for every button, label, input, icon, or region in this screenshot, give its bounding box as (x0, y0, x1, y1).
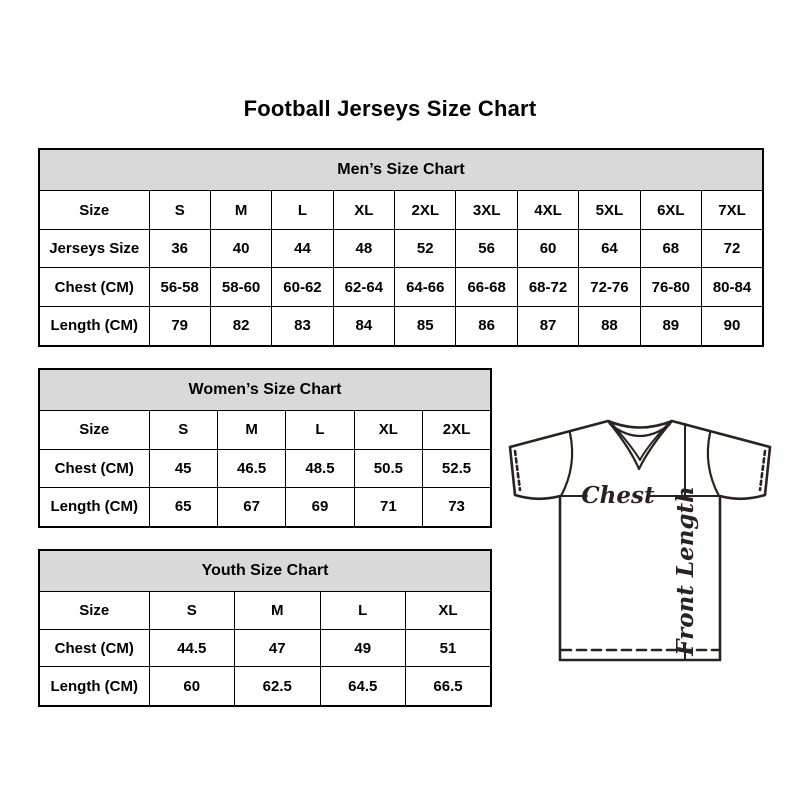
left-cuff-dashed-line (515, 451, 520, 490)
row-label: Size (39, 591, 149, 629)
value-cell: S (149, 411, 217, 449)
value-cell: 66-68 (456, 268, 517, 307)
page-title: Football Jerseys Size Chart (243, 96, 537, 121)
value-cell: M (210, 191, 271, 230)
value-cell: 65 (149, 487, 217, 527)
value-cell: 6XL (640, 191, 701, 230)
value-cell: 56 (456, 229, 517, 268)
value-cell: 87 (517, 306, 578, 346)
jersey-outline-icon (510, 421, 770, 660)
value-cell: 52.5 (423, 449, 491, 487)
value-cell: 40 (210, 229, 271, 268)
jersey-measurement-diagram (503, 396, 787, 688)
row-label: Length (CM) (39, 306, 149, 346)
value-cell: 52 (395, 229, 456, 268)
value-cell: 88 (579, 306, 640, 346)
value-cell: S (149, 191, 210, 230)
mens-table-title: Men’s Size Chart (39, 149, 763, 191)
row-label: Jerseys Size (39, 229, 149, 268)
value-cell: 64-66 (395, 268, 456, 307)
value-cell: 46.5 (217, 449, 285, 487)
value-cell: 68 (640, 229, 701, 268)
value-cell: 45 (149, 449, 217, 487)
value-cell: 48.5 (286, 449, 354, 487)
value-cell: 89 (640, 306, 701, 346)
value-cell: XL (406, 591, 492, 629)
value-cell: 79 (149, 306, 210, 346)
jersey-left-armhole-seam (561, 433, 572, 496)
womens-size-table (38, 368, 492, 528)
jersey-right-armhole-seam (708, 433, 719, 496)
youth-table-title: Youth Size Chart (39, 550, 491, 591)
value-cell: 50.5 (354, 449, 422, 487)
value-cell: 4XL (517, 191, 578, 230)
value-cell: 86 (456, 306, 517, 346)
value-cell: 2XL (423, 411, 491, 449)
value-cell: 49 (320, 629, 406, 667)
value-cell: 85 (395, 306, 456, 346)
value-cell: S (149, 591, 235, 629)
value-cell: XL (354, 411, 422, 449)
row-label: Chest (CM) (39, 268, 149, 307)
value-cell: 72-76 (579, 268, 640, 307)
value-cell: 60-62 (272, 268, 333, 307)
row-label: Size (39, 411, 149, 449)
value-cell: 68-72 (517, 268, 578, 307)
row-label: Length (CM) (39, 667, 149, 706)
value-cell: 51 (406, 629, 492, 667)
row-label: Chest (CM) (39, 449, 149, 487)
value-cell: 62.5 (235, 667, 321, 706)
value-cell: L (320, 591, 406, 629)
row-label: Length (CM) (39, 487, 149, 527)
row-label: Chest (CM) (39, 629, 149, 667)
value-cell: 3XL (456, 191, 517, 230)
value-cell: 84 (333, 306, 394, 346)
youth-size-table (38, 549, 492, 707)
value-cell: M (217, 411, 285, 449)
value-cell: 83 (272, 306, 333, 346)
value-cell: 64.5 (320, 667, 406, 706)
value-cell: 36 (149, 229, 210, 268)
value-cell: 5XL (579, 191, 640, 230)
front-length-label: Front Length (672, 486, 699, 656)
value-cell: L (272, 191, 333, 230)
value-cell: M (235, 591, 321, 629)
row-label: Size (39, 191, 149, 230)
value-cell: 58-60 (210, 268, 271, 307)
value-cell: 73 (423, 487, 491, 527)
value-cell: 60 (149, 667, 235, 706)
value-cell: 48 (333, 229, 394, 268)
value-cell: 67 (217, 487, 285, 527)
value-cell: 47 (235, 629, 321, 667)
value-cell: 7XL (702, 191, 763, 230)
value-cell: 44 (272, 229, 333, 268)
value-cell: XL (333, 191, 394, 230)
value-cell: L (286, 411, 354, 449)
value-cell: 69 (286, 487, 354, 527)
value-cell: 44.5 (149, 629, 235, 667)
value-cell: 64 (579, 229, 640, 268)
value-cell: 90 (702, 306, 763, 346)
value-cell: 60 (517, 229, 578, 268)
value-cell: 72 (702, 229, 763, 268)
value-cell: 2XL (395, 191, 456, 230)
value-cell: 56-58 (149, 268, 210, 307)
chest-label: Chest (581, 482, 655, 509)
mens-size-table (38, 148, 764, 347)
value-cell: 66.5 (406, 667, 492, 706)
value-cell: 82 (210, 306, 271, 346)
value-cell: 80-84 (702, 268, 763, 307)
right-cuff-dashed-line (760, 451, 765, 490)
value-cell: 71 (354, 487, 422, 527)
value-cell: 62-64 (333, 268, 394, 307)
womens-table-title: Women’s Size Chart (39, 369, 491, 411)
value-cell: 76-80 (640, 268, 701, 307)
